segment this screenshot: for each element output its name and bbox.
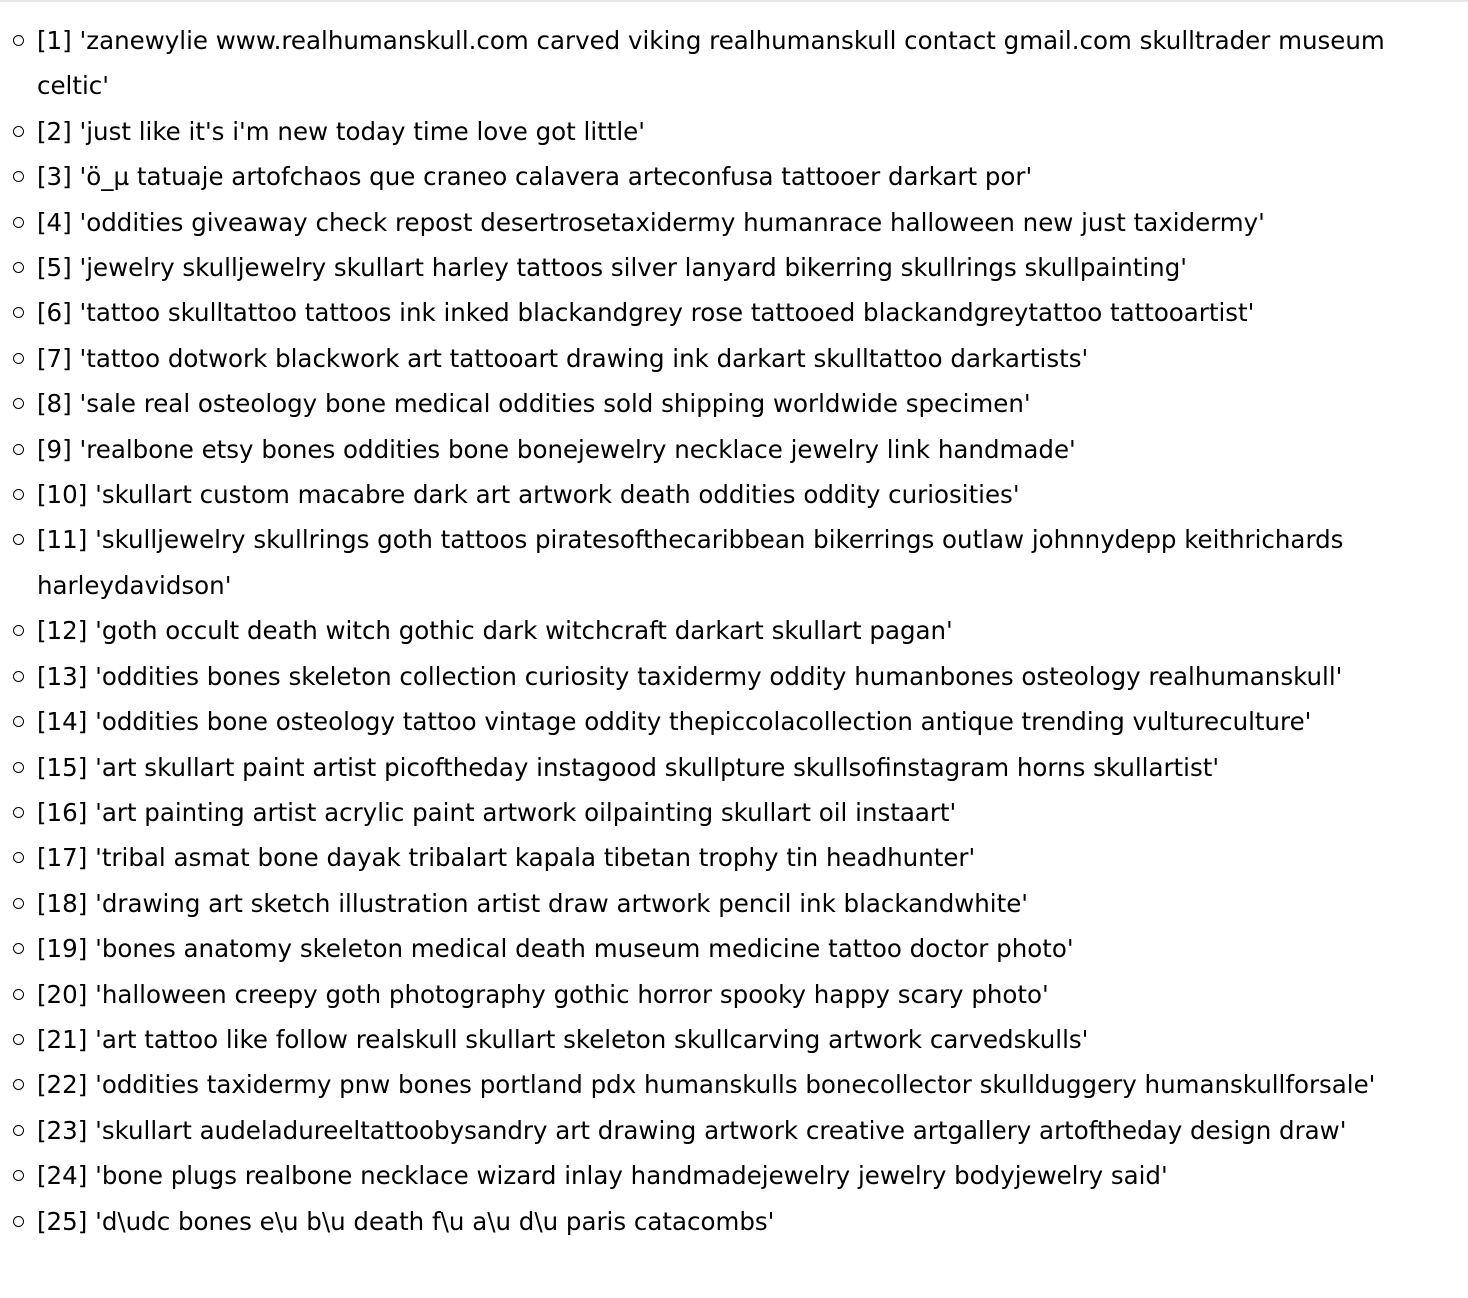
topic-id: [5]: [37, 253, 72, 283]
topic-id: [7]: [37, 343, 72, 373]
topic-words: 'oddities bones skeleton collection curiosity taxidermy oddity humanbones osteology realhumanskull': [95, 661, 1343, 691]
list-item: [0, 200, 1430, 245]
topic-words: 'sale real osteology bone medical oddities sold shipping worldwide specimen': [79, 389, 1031, 419]
topic-words: 'skullart audeladureeltattoobysandry art drawing artwork creative artgallery artoftheday design draw': [95, 1115, 1347, 1145]
list-item: [0, 472, 1430, 517]
bullet-icon: [13, 716, 24, 727]
list-item: [0, 18, 1430, 109]
topic-id: [2]: [37, 116, 72, 146]
bullet-icon: [13, 1034, 24, 1045]
list-item: [0, 517, 1430, 608]
topic-words: 'tribal asmat bone dayak tribalart kapala tibetan trophy tin headhunter': [95, 843, 976, 873]
list-item: [0, 972, 1430, 1017]
topic-id: [18]: [37, 888, 88, 918]
topic-id: [11]: [37, 525, 88, 555]
topic-words: 'art tattoo like follow realskull skullart skeleton skullcarving artwork carvedskulls': [95, 1024, 1089, 1054]
bullet-icon: [13, 1079, 24, 1090]
list-item: [0, 608, 1430, 653]
bullet-icon: [13, 35, 24, 46]
topic-words: 'realbone etsy bones oddities bone bonejewelry necklace jewelry link handmade': [79, 434, 1076, 464]
list-item: [0, 109, 1430, 154]
bullet-icon: [13, 989, 24, 1000]
list-item: [0, 154, 1430, 199]
list-item: [0, 1062, 1430, 1107]
topic-id: [9]: [37, 434, 72, 464]
topic-words: 'd\udc bones e\u b\u death f\u a\u d\u paris catacombs': [95, 1206, 775, 1236]
topic-words: 'art painting artist acrylic paint artwork oilpainting skullart oil instaart': [95, 797, 957, 827]
bullet-icon: [13, 807, 24, 818]
list-item: [0, 699, 1430, 744]
bullet-icon: [13, 353, 24, 364]
list-item: [0, 1153, 1430, 1198]
topic-words: 'tattoo skulltattoo tattoos ink inked blackandgrey rose tattooed blackandgreytattoo tattooartist': [79, 298, 1255, 328]
topic-id: [13]: [37, 661, 88, 691]
list-item: [0, 790, 1430, 835]
list-item: [0, 290, 1430, 335]
topic-id: [1]: [37, 26, 72, 55]
topic-words: 'zanewylie www.realhumanskull.com carved viking realhumanskull contact gmail.com skulltrader museum celtic': [37, 26, 1385, 101]
topic-words: 'ö_µ tatuaje artofchaos que craneo calavera arteconfusa tattooer darkart por': [79, 162, 1033, 192]
bullet-icon: [13, 534, 24, 545]
topic-words: 'bones anatomy skeleton medical death museum medicine tattoo doctor photo': [95, 934, 1074, 964]
topic-id: [22]: [37, 1070, 88, 1100]
list-item: [0, 245, 1430, 290]
bullet-icon: [13, 943, 24, 954]
topic-id: [10]: [37, 480, 88, 510]
topic-id: [20]: [37, 979, 88, 1009]
topic-words: 'jewelry skulljewelry skullart harley tattoos silver lanyard bikerring skullrings skullpainting': [79, 253, 1187, 283]
bullet-icon: [13, 852, 24, 863]
topic-words: 'oddities bone osteology tattoo vintage oddity thepiccolacollection antique trending vultureculture': [95, 707, 1312, 737]
list-item: [0, 1199, 1430, 1244]
bullet-icon: [13, 171, 24, 182]
top-divider: [0, 0, 1468, 2]
topic-list: [0, 18, 1430, 1244]
list-item: [0, 381, 1430, 426]
bullet-icon: [13, 671, 24, 682]
list-item: [0, 745, 1430, 790]
list-item: [0, 336, 1430, 381]
topic-id: [15]: [37, 752, 88, 782]
topic-id: [12]: [37, 616, 88, 646]
topic-words: 'just like it's i'm new today time love got little': [79, 116, 645, 146]
topic-id: [21]: [37, 1024, 88, 1054]
list-item: [0, 881, 1430, 926]
topic-id: [4]: [37, 207, 72, 237]
bullet-icon: [13, 307, 24, 318]
bullet-icon: [13, 398, 24, 409]
bullet-icon: [13, 898, 24, 909]
topic-words: 'art skullart paint artist picoftheday instagood skullpture skullsofinstagram horns skullartist': [95, 752, 1220, 782]
topic-words: 'tattoo dotwork blackwork art tattooart drawing ink darkart skulltattoo darkartists': [79, 343, 1089, 373]
bullet-icon: [13, 1216, 24, 1227]
topic-id: [25]: [37, 1206, 88, 1236]
bullet-icon: [13, 262, 24, 273]
bullet-icon: [13, 126, 24, 137]
list-item: [0, 427, 1430, 472]
topic-words: 'halloween creepy goth photography gothic horror spooky happy scary photo': [95, 979, 1049, 1009]
topic-words: 'drawing art sketch illustration artist draw artwork pencil ink blackandwhite': [95, 888, 1029, 918]
topic-id: [16]: [37, 797, 88, 827]
list-item: [0, 835, 1430, 880]
topic-id: [24]: [37, 1161, 88, 1191]
topic-words: 'bone plugs realbone necklace wizard inlay handmadejewelry jewelry bodyjewelry said': [95, 1161, 1168, 1191]
bullet-icon: [13, 217, 24, 228]
list-item: [0, 926, 1430, 971]
list-item: [0, 1108, 1430, 1153]
bullet-icon: [13, 762, 24, 773]
topic-id: [3]: [37, 162, 72, 192]
topic-id: [6]: [37, 298, 72, 328]
topic-words: 'goth occult death witch gothic dark witchcraft darkart skullart pagan': [95, 616, 953, 646]
topic-words: 'skulljewelry skullrings goth tattoos piratesofthecaribbean bikerrings outlaw johnnydepp keithrichards harleydavidson': [37, 525, 1344, 600]
topic-words: 'oddities taxidermy pnw bones portland pdx humanskulls bonecollector skullduggery humanskullforsale': [95, 1070, 1376, 1100]
topic-id: [8]: [37, 389, 72, 419]
topic-id: [14]: [37, 707, 88, 737]
list-item: [0, 1017, 1430, 1062]
topic-id: [19]: [37, 934, 88, 964]
bullet-icon: [13, 625, 24, 636]
bullet-icon: [13, 489, 24, 500]
list-item: [0, 654, 1430, 699]
bullet-icon: [13, 444, 24, 455]
bullet-icon: [13, 1170, 24, 1181]
topic-id: [17]: [37, 843, 88, 873]
topic-id: [23]: [37, 1115, 88, 1145]
topic-words: 'oddities giveaway check repost desertrosetaxidermy humanrace halloween new just taxidermy': [79, 207, 1265, 237]
bullet-icon: [13, 1125, 24, 1136]
topic-words: 'skullart custom macabre dark art artwork death oddities oddity curiosities': [95, 480, 1020, 510]
